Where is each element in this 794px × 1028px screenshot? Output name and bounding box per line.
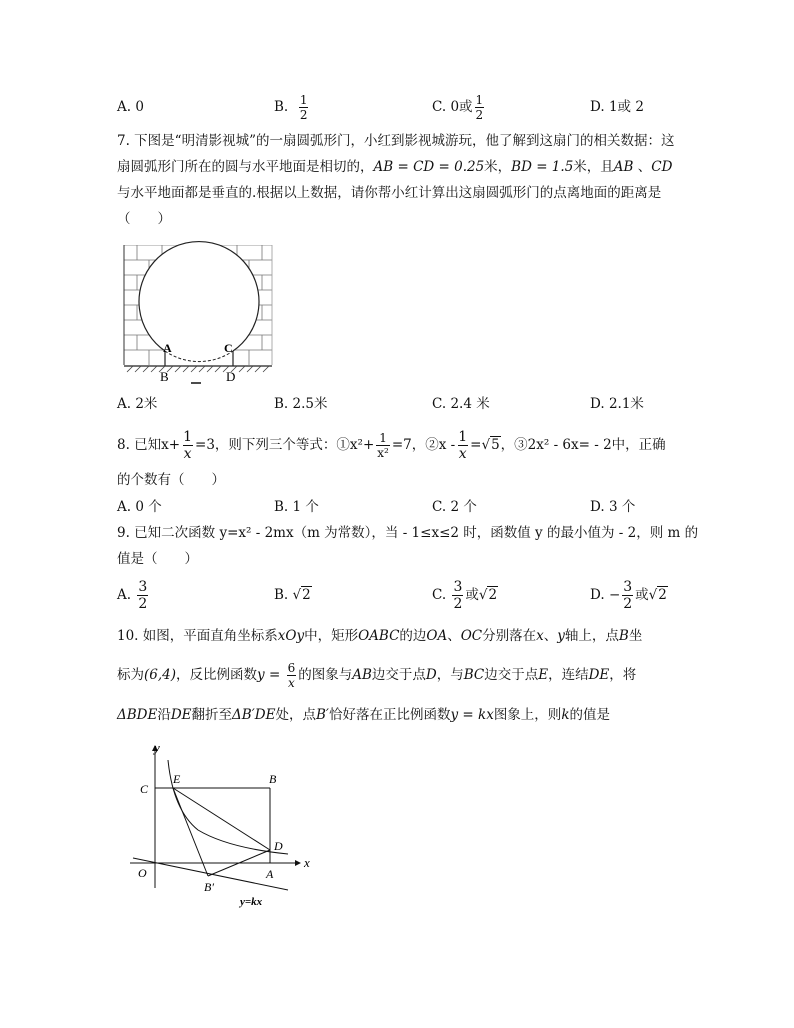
label-A: A	[266, 867, 274, 881]
q7-option-c: C. 2.4 米	[432, 396, 490, 412]
q8-line-2: 的个数有（ ）	[117, 472, 225, 488]
label-O: O	[138, 866, 147, 880]
q8-option-a: A. 0 个	[117, 499, 162, 515]
label-y-kx: y=kx	[240, 896, 263, 908]
q6-option-c: C. 0或 $\frac{1}{2}$	[432, 93, 484, 122]
q8-option-b: B. 1 个	[274, 499, 319, 515]
label-x: x	[304, 855, 310, 870]
q7-option-b: B. 2.5米	[274, 396, 328, 412]
label-A: A	[163, 341, 172, 355]
label-E: E	[173, 772, 181, 786]
q6-b-fraction: $\frac{1}{2}$	[299, 93, 308, 122]
q10-coordinate-figure	[128, 740, 318, 910]
q7-line-1: 7. 下图是“明清影视城”的一扇圆弧形门，小红到影视城游玩，他了解到这扇门的相关数据：这	[117, 133, 675, 149]
q7-line-4: （ ）	[117, 211, 171, 227]
q8-option-c: C. 2 个	[432, 499, 477, 515]
q8-option-d: D. 3 个	[590, 499, 636, 515]
q10-line-3: ΔBDE沿DE翻折至ΔB′DE处，点B′恰好落在正比例函数y = kx图象上，则k的值是	[117, 707, 610, 723]
q9-line-2: 值是（ ）	[117, 551, 198, 567]
label-y: y	[154, 740, 160, 755]
q6-c-fraction: $\frac{1}{2}$	[475, 93, 484, 122]
q10-line-1: 10. 如图，平面直角坐标系xOy中，矩形OABC的边OA、OC分别落在x、y轴上，点B坐	[117, 628, 643, 644]
ground-hatch	[127, 366, 269, 372]
label-C: C	[140, 782, 149, 796]
label-C: C	[224, 341, 233, 355]
q7-option-a: A. 2米	[117, 396, 158, 412]
label-D: D	[274, 839, 283, 853]
q9-option-c: C. $\frac{3}{2}$ 或√2	[432, 579, 498, 612]
q9-line-1: 9. 已知二次函数 y=x² - 2mx（m 为常数），当 - 1≤x≤2 时，函数值 y 的最小值为 - 2，则 m 的	[117, 525, 699, 541]
label-B: B	[269, 772, 277, 786]
q6-option-a: A. 0	[117, 99, 144, 115]
q8-line-1: 8. 已知x+ $\frac{1}{x}$ =3，则下列三个等式：①x²+ $\frac{1}{\text{x²}}$ =7，②x - $\frac{1}{x}$ =√5，③2x² - 6x= - 2中，正确	[117, 429, 666, 462]
q7-door-figure	[117, 240, 277, 385]
brick-pattern	[124, 245, 272, 365]
q9-option-d: D. − $\frac{3}{2}$ 或√2	[590, 579, 667, 612]
q7-option-d: D. 2.1米	[590, 396, 644, 412]
q7-line-3: 与水平地面都是垂直的.根据以上数据，请你帮小红计算出这扇圆弧形门的点离地面的距离是	[117, 185, 662, 201]
label-B-prime: B′	[204, 880, 214, 894]
q10-line-2: 标为(6,4)，反比例函数y = $\frac{6}{x}$ 的图象与AB边交于点D，与BC边交于点E，连结DE，将	[117, 661, 637, 690]
q9-option-b: B. √2	[274, 587, 311, 603]
q9-option-a: A. $\frac{3}{2}$	[117, 579, 148, 612]
q7-line-2: 扇圆弧形门所在的圆与水平地面是相切的，AB = CD = 0.25米，BD = 1.5米，且AB 、CD	[117, 159, 673, 175]
q6-option-d: D. 1或 2	[590, 99, 644, 115]
q6-option-b: B. $\frac{1}{2}$	[274, 93, 308, 122]
door-arc-dashed	[165, 351, 233, 362]
label-D: D	[226, 369, 236, 384]
door-arc	[139, 242, 259, 351]
label-B: B	[160, 369, 169, 384]
